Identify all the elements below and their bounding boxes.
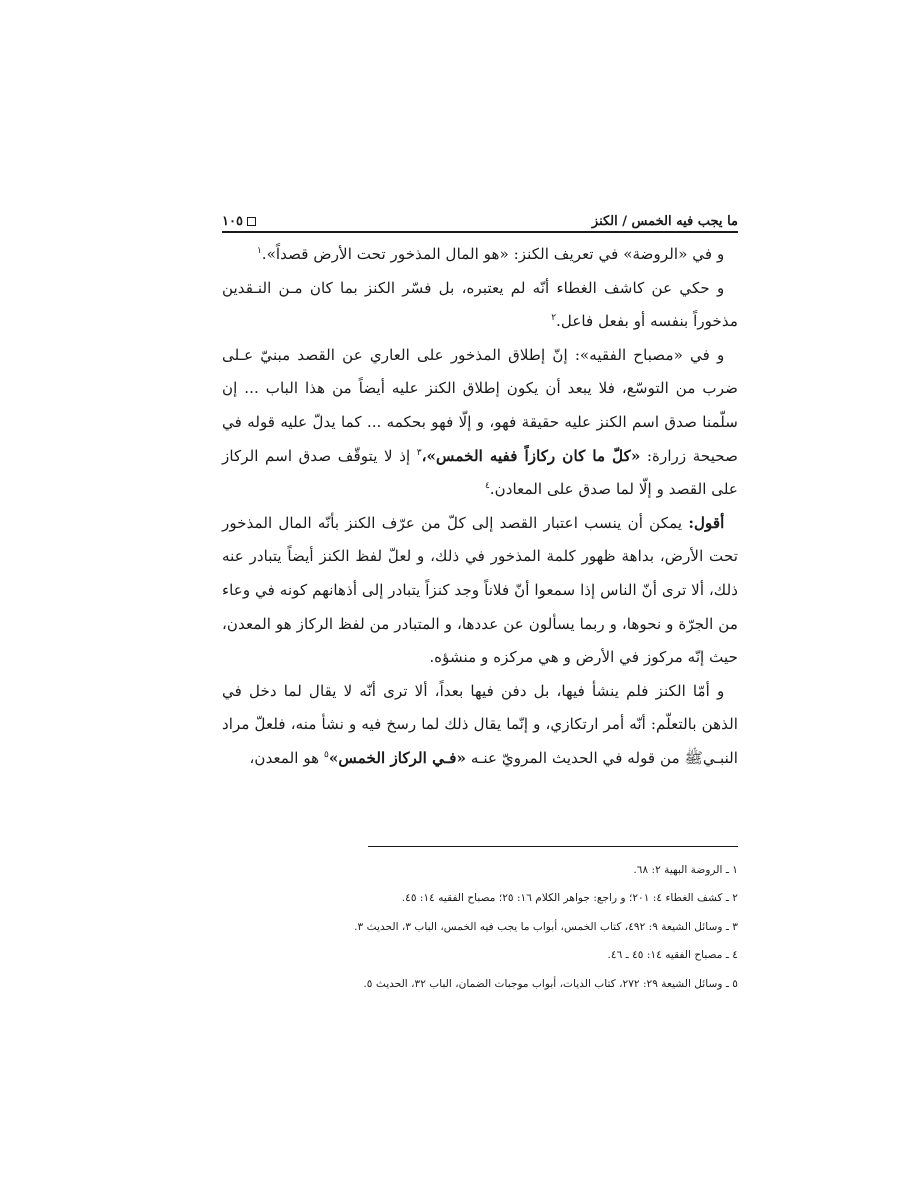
paragraph-3-quote: «كلّ ما كان ركازاً ففيه الخمس»، [421, 446, 641, 465]
paragraph-2-text: و حكي عن كاشف الغطاء أنّه لم يعتبره، بل فسّر الكنز بما كان مـن النـقدين مذخوراً بنفسه أو بفعل فاعل. [222, 278, 738, 331]
body-text [222, 238, 738, 776]
footnote-2: ٢ ـ كشف الغطاء ٤: ٢٠١؛ و راجع: جواهر الكلام ١٦: ٢٥؛ مصباح الفقيه ١٤: ٤٥. [401, 892, 738, 905]
running-header [222, 201, 738, 229]
paragraph-1 [222, 238, 738, 272]
footnote-ref-2: ٢ [551, 313, 557, 324]
header-rule [222, 231, 738, 233]
paragraph-5-quote: «فـي الركاز الخمس» [328, 748, 467, 767]
paragraph-3-part-2: إذ لا يتوقّف صدق اسم الركاز على القصد و إلّا لما صدق على المعادن. [222, 446, 738, 499]
page-number: ١٠٥ [222, 214, 243, 229]
footnote-4: ٤ ـ مصباح الفقيه ١٤: ٤٥ ـ ٤٦. [607, 949, 738, 962]
paragraph-2 [222, 272, 738, 339]
paragraph-5-part-2: هو المعدن، [249, 748, 325, 767]
footnote-ref-3: ٣ [416, 447, 422, 458]
square-box-icon [247, 217, 256, 226]
paragraph-4-text: يمكن أن ينسب اعتبار القصد إلى كلّ من عرّف الكنز بأنّه المال المذخور تحت الأرض، بداهة ظهور كلمة المذخور في ذلك، و لعلّ لفظ الكنز أيضاً يتبادر عنه ذلك، ألا ترى أنّ الناس إذا سمعوا أنّ فلاناً وجد كنزاً يتبادر إلى أذهانهم كونه في وعاء من الجرّة و نحوها، و ربما يسألون عن عددها، و المتبادر من لفظ الركاز هو المعدن، حيث إنّه مركوز في الأرض و هي مركزه و منشؤه. [222, 513, 738, 667]
paragraph-3-part-1: و في «مصباح الفقيه»: إنّ إطلاق المذخور على العاري عن القصد مبنيّ عـلى ضرب من التوسّع، فلا يبعد أن يكون إطلاق الكنز عليه أيضاً من هذا الباب ... إن سلّمنا صدق اسم الكنز عليه حقيقة فهو، و إلّا فهو بحكمه ... كما يدلّ عليه قوله في صحيحة زرارة: [222, 345, 738, 465]
paragraph-3 [222, 339, 738, 507]
footnote-5: ٥ ـ وسائل الشيعة ٢٩: ٢٧٢، كتاب الديات، أبواب موجبات الضمان، الباب ٣٢، الحديث ٥. [363, 977, 738, 990]
paragraph-4 [222, 507, 738, 675]
footnote-ref-1: ١ [256, 245, 262, 256]
footnote-ref-5: ٥ [324, 749, 329, 760]
footnote-3: ٣ ـ وسائل الشيعة ٩: ٤٩٢، كتاب الخمس، أبواب ما يجب فيه الخمس، الباب ٣، الحديث ٣. [354, 920, 738, 933]
footnotes [222, 856, 738, 998]
footnote-rule [368, 846, 738, 847]
header-title: ما يجب فيه الخمس / الكنز [591, 214, 738, 229]
paragraph-4-lead: أقول: [688, 513, 725, 532]
header-page-number [222, 214, 256, 229]
paragraph-5-part-1: و أمّا الكنز فلم ينشأ فيها، بل دفن فيها بعداً، ألا ترى أنّه لا يقال لما دخل في الذهن بالتعلّم: أنّه أمر ارتكازي، و إنّما يقال ذلك لما رسخ فيه و نشأ منه، فلعلّ مراد النبـيﷺ من قوله في الحديث المرويّ عنـه [222, 681, 738, 767]
footnote-ref-4: ٤ [484, 481, 490, 492]
paragraph-5 [222, 675, 738, 776]
footnote-1: ١ ـ الروضة البهية ٢: ٦٨. [633, 864, 738, 876]
paragraph-1-text: و في «الروضة» في تعريف الكنز: «هو المال المذخور تحت الأرض قصداً». [261, 245, 725, 263]
